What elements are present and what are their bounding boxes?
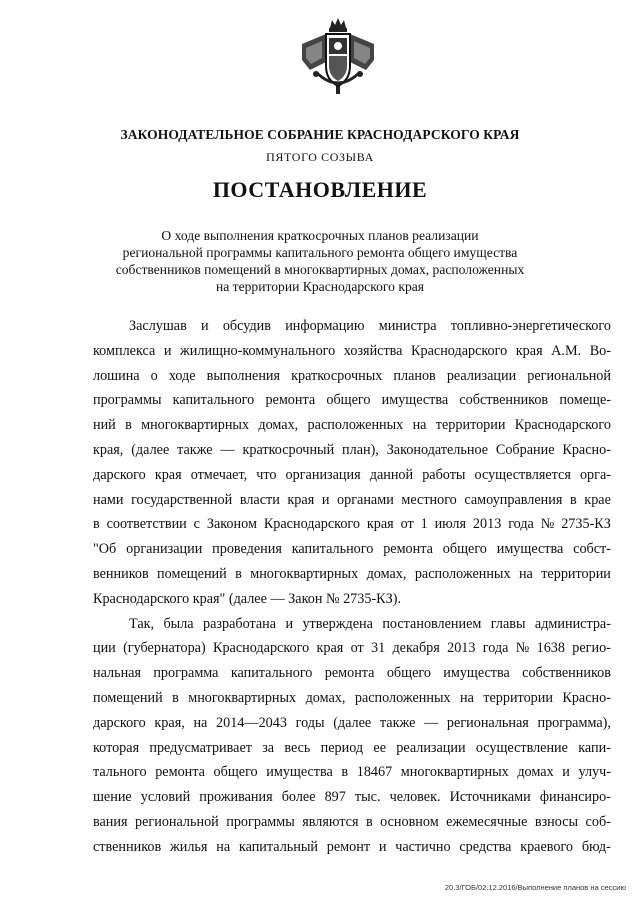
body-line: которая предусматривает за весь период ее реализации осуществление капи- bbox=[93, 739, 611, 756]
document-body bbox=[93, 314, 611, 860]
body-line: дарского края отмечает, что организация данной работы осуществляется орга- bbox=[93, 466, 611, 483]
coat-of-arms-icon bbox=[296, 14, 380, 96]
subject-line: региональной программы капитального ремонта общего имущества bbox=[122, 245, 518, 260]
body-line: нальная программа капитального ремонта общего имущества собственников bbox=[93, 665, 611, 682]
body-line: помещений в многоквартирных домах, расположенных на территории Красно- bbox=[93, 689, 611, 706]
body-line: Заслушав и обсудив информацию министра топливно-энергетического bbox=[129, 318, 611, 334]
body-line: ний в многоквартирных домах, расположенных на территории Краснодарского bbox=[93, 417, 611, 434]
body-line: Краснодарского края" (далее — Закон № 2735-КЗ). bbox=[93, 590, 402, 607]
body-line: края, (далее также — краткосрочный план), Законодательное Собрание Красно- bbox=[93, 441, 611, 458]
subject-line: собственников помещений в многоквартирных домах, расположенных bbox=[115, 262, 525, 277]
body-line: тального ремонта общего имущества в 18467 многоквартирных домах и улуч- bbox=[93, 764, 611, 781]
body-line: нами государственной власти края и органами местного самоуправления в крае bbox=[93, 491, 611, 508]
file-reference: 20.3/ГОБ/02.12.2016/Выполнение планов на сессию bbox=[444, 883, 626, 892]
body-line: ции (губернатора) Краснодарского края от 31 декабря 2013 года № 1638 регио- bbox=[93, 640, 611, 657]
body-line: комплекса и жилищно-коммунального хозяйства Краснодарского края А.М. Во- bbox=[93, 342, 611, 359]
document-type-title: ПОСТАНОВЛЕНИЕ bbox=[212, 177, 428, 202]
document-subject bbox=[0, 227, 640, 295]
body-line: программы капитального ремонта общего имущества собственников помеще- bbox=[93, 392, 611, 409]
body-line: ственников жилья на капитальный ремонт и частично средства краевого бюд- bbox=[93, 838, 611, 855]
body-line: "Об организации проведения капитального ремонта общего имущества собст- bbox=[93, 541, 611, 558]
subject-line: на территории Краснодарского края bbox=[215, 279, 425, 294]
body-line: лошина о ходе выполнения краткосрочных планов реализации региональной bbox=[93, 367, 611, 384]
body-line: дарского края, на 2014—2043 годы (далее также — региональная программа), bbox=[93, 714, 611, 731]
body-line: в соответствии с Законом Краснодарского края от 1 июля 2013 года № 2735-КЗ bbox=[93, 516, 611, 533]
organization-name: ЗАКОНОДАТЕЛЬНОЕ СОБРАНИЕ КРАСНОДАРСКОГО КРАЯ bbox=[120, 127, 520, 142]
body-line: шение условий проживания более 897 тыс. человек. Источниками финансиро- bbox=[93, 789, 611, 806]
body-line: Так, была разработана и утверждена постановлением главы администра- bbox=[129, 615, 611, 632]
body-line: вания региональной программы являются в основном ежемесячные взносы соб- bbox=[93, 813, 611, 830]
subject-line: О ходе выполнения краткосрочных планов реализации bbox=[161, 228, 479, 243]
convocation-label: ПЯТОГО СОЗЫВА bbox=[266, 150, 374, 164]
body-line: венников помещений в многоквартирных домах, расположенных на территории bbox=[93, 565, 611, 582]
